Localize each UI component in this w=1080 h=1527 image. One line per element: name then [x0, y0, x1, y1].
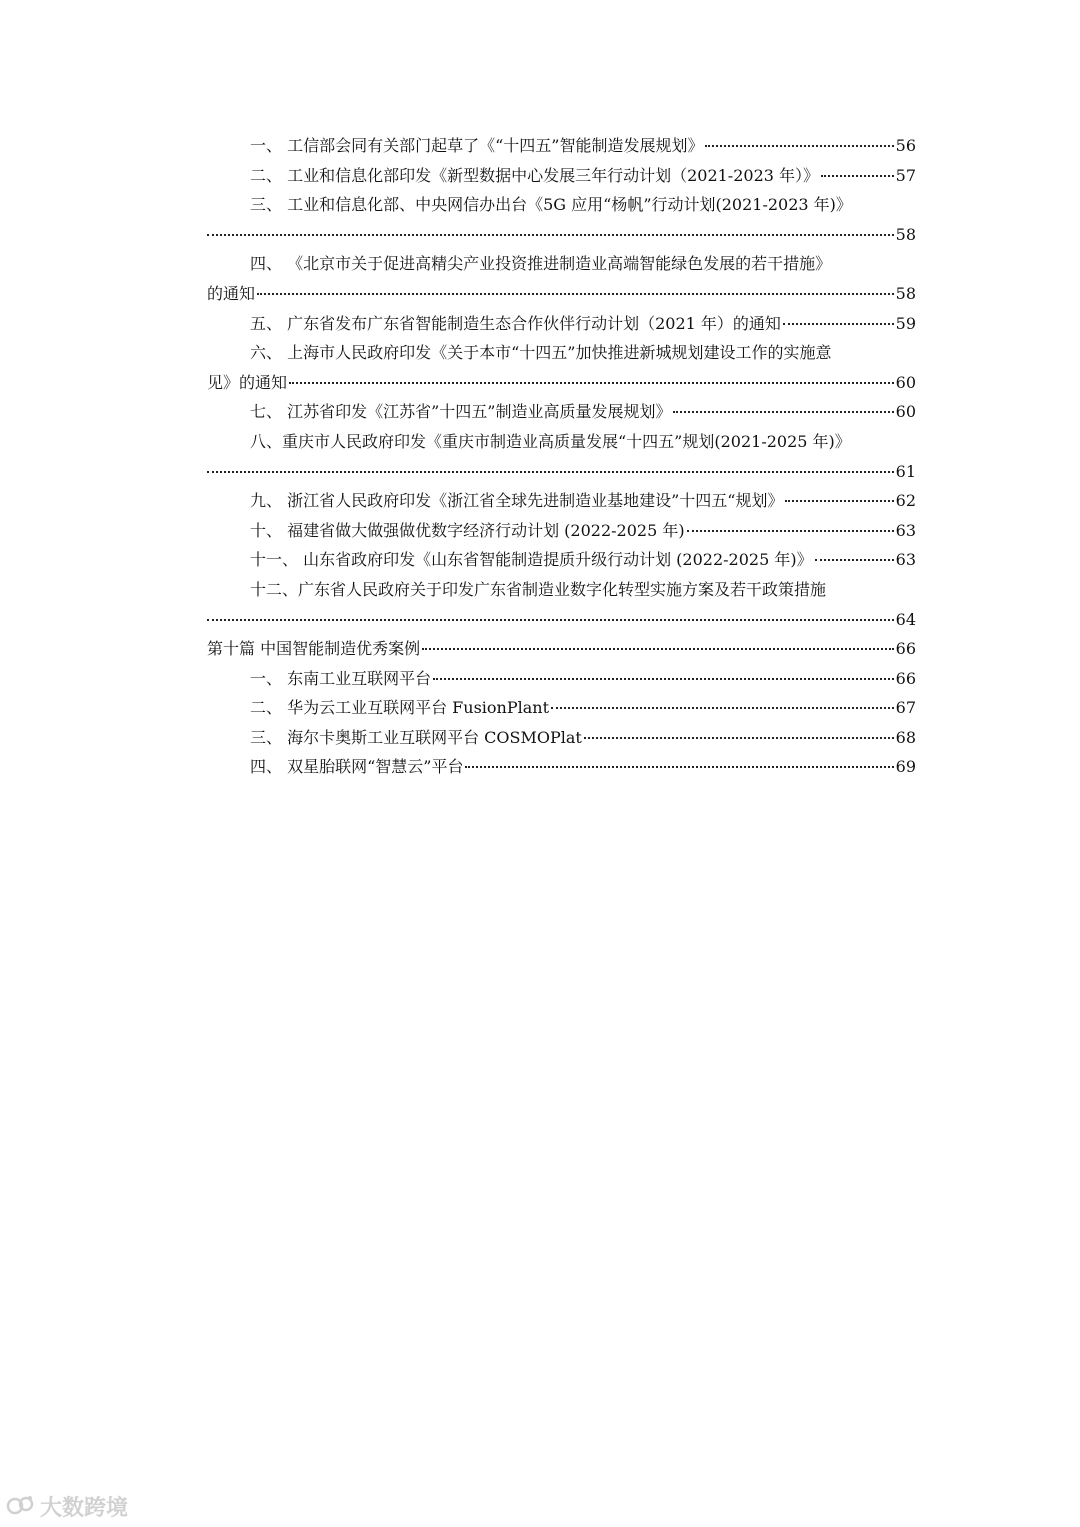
toc-entry[interactable]: [207, 397, 916, 427]
dot-leader: [821, 159, 894, 177]
toc-entry-title: 十一、 山东省政府印发《山东省智能制造提质升级行动计划 (2022-2025 年)》: [250, 550, 813, 570]
dot-leader: [289, 366, 894, 384]
toc-entry-title-cont: 见》的通知: [207, 372, 288, 392]
dot-leader: [465, 750, 893, 768]
toc-entry-page: 58: [895, 224, 916, 244]
toc-entry-page: 63: [895, 550, 916, 570]
dot-leader: [785, 484, 893, 502]
dot-leader: [207, 455, 894, 473]
dot-leader: [687, 514, 894, 532]
dot-leader: [257, 277, 894, 295]
toc-entry-page: 63: [895, 520, 916, 540]
toc-entry-page: 62: [895, 491, 916, 511]
toc-entry-continuation[interactable]: [207, 279, 916, 309]
dot-leader: [422, 632, 894, 650]
chat-bubble-logo-icon: [6, 1494, 36, 1518]
toc-entry-title: 八、重庆市人民政府印发《重庆市制造业高质量发展“十四五”规划(2021-2025 年)》: [250, 431, 851, 451]
dot-leader: [207, 218, 894, 236]
toc-entry-page: 56: [895, 136, 916, 155]
toc-entry-page: 59: [895, 313, 916, 333]
toc-entry-title: 七、 江苏省印发《江苏省”十四五”制造业高质量发展规划》: [250, 402, 672, 422]
toc-entry[interactable]: [207, 249, 916, 279]
dot-leader: [584, 721, 894, 739]
toc-entry[interactable]: [207, 545, 916, 575]
dot-leader: [705, 129, 893, 147]
dot-leader: [433, 662, 894, 680]
toc-entry-title: 六、 上海市人民政府印发《关于本市“十四五”加快推进新城规划建设工作的实施意: [250, 343, 832, 363]
toc-entry-title: 一、 工信部会同有关部门起草了《“十四五”智能制造发展规划》: [250, 136, 704, 155]
toc-entry-title: 五、 广东省发布广东省智能制造生态合作伙伴行动计划（2021 年）的通知: [250, 313, 781, 333]
toc-entry-title: 一、 东南工业互联网平台: [250, 668, 432, 688]
toc-entry[interactable]: [207, 516, 916, 546]
toc-entry-page: 57: [895, 165, 916, 185]
toc-entry-continuation[interactable]: [207, 457, 916, 487]
toc-entry-title: 四、 《北京市关于促进高精尖产业投资推进制造业高端智能绿色发展的若干措施》: [250, 254, 832, 274]
toc-entry[interactable]: [207, 161, 916, 191]
toc-entry[interactable]: [207, 338, 916, 368]
toc-entry[interactable]: [207, 131, 916, 161]
toc-entry[interactable]: [207, 309, 916, 339]
toc-entry-page: 61: [895, 461, 916, 481]
table-of-contents: [207, 131, 916, 782]
toc-entry-title: 十二、广东省人民政府关于印发广东省制造业数字化转型实施方案及若干政策措施: [250, 579, 827, 599]
watermark-text: 大数跨境: [40, 1495, 129, 1521]
toc-entry[interactable]: [207, 664, 916, 694]
toc-entry-page: 64: [895, 609, 916, 629]
toc-entry-title: 二、 华为云工业互联网平台 FusionPlant: [250, 698, 550, 718]
toc-entry-page: 66: [895, 668, 916, 688]
toc-entry-continuation[interactable]: [207, 605, 916, 635]
toc-entry-continuation[interactable]: [207, 368, 916, 398]
toc-entry[interactable]: [207, 575, 916, 605]
watermark: [6, 1491, 128, 1521]
toc-entry-title: 九、 浙江省人民政府印发《浙江省全球先进制造业基地建设”十四五“规划》: [250, 491, 784, 511]
toc-entry[interactable]: [207, 723, 916, 753]
toc-section[interactable]: [207, 634, 916, 664]
dot-leader: [815, 543, 894, 561]
toc-entry-title: 三、 工业和信息化部、中央网信办出台《5G 应用“杨帆”行动计划(2021-2023 年)》: [250, 195, 852, 215]
toc-entry-page: 60: [895, 402, 916, 422]
toc-entry[interactable]: [207, 427, 916, 457]
toc-entry-page: 58: [895, 283, 916, 303]
toc-entry[interactable]: [207, 486, 916, 516]
toc-entry-page: 69: [895, 757, 916, 777]
toc-entry-page: 67: [895, 698, 916, 718]
toc-entry-page: 68: [895, 727, 916, 747]
toc-entry-title-cont: 的通知: [207, 283, 256, 303]
toc-section-title: 第十篇 中国智能制造优秀案例: [207, 639, 421, 659]
toc-entry-page: 60: [895, 372, 916, 392]
dot-leader: [207, 603, 894, 621]
toc-entry[interactable]: [207, 190, 916, 220]
toc-entry-title: 二、 工业和信息化部印发《新型数据中心发展三年行动计划（2021-2023 年）》: [250, 165, 820, 185]
toc-entry-title: 四、 双星胎联网“智慧云”平台: [250, 757, 464, 777]
dot-leader: [783, 307, 894, 325]
toc-entry-title: 三、 海尔卡奥斯工业互联网平台 COSMOPlat: [250, 727, 582, 747]
toc-entry-continuation[interactable]: [207, 220, 916, 250]
toc-entry[interactable]: [207, 752, 916, 782]
dot-leader: [673, 395, 893, 413]
toc-entry-title: 十、 福建省做大做强做优数字经济行动计划 (2022-2025 年): [250, 520, 685, 540]
toc-entry[interactable]: [207, 693, 916, 723]
dot-leader: [551, 691, 894, 709]
toc-entry-page: 66: [895, 639, 916, 659]
